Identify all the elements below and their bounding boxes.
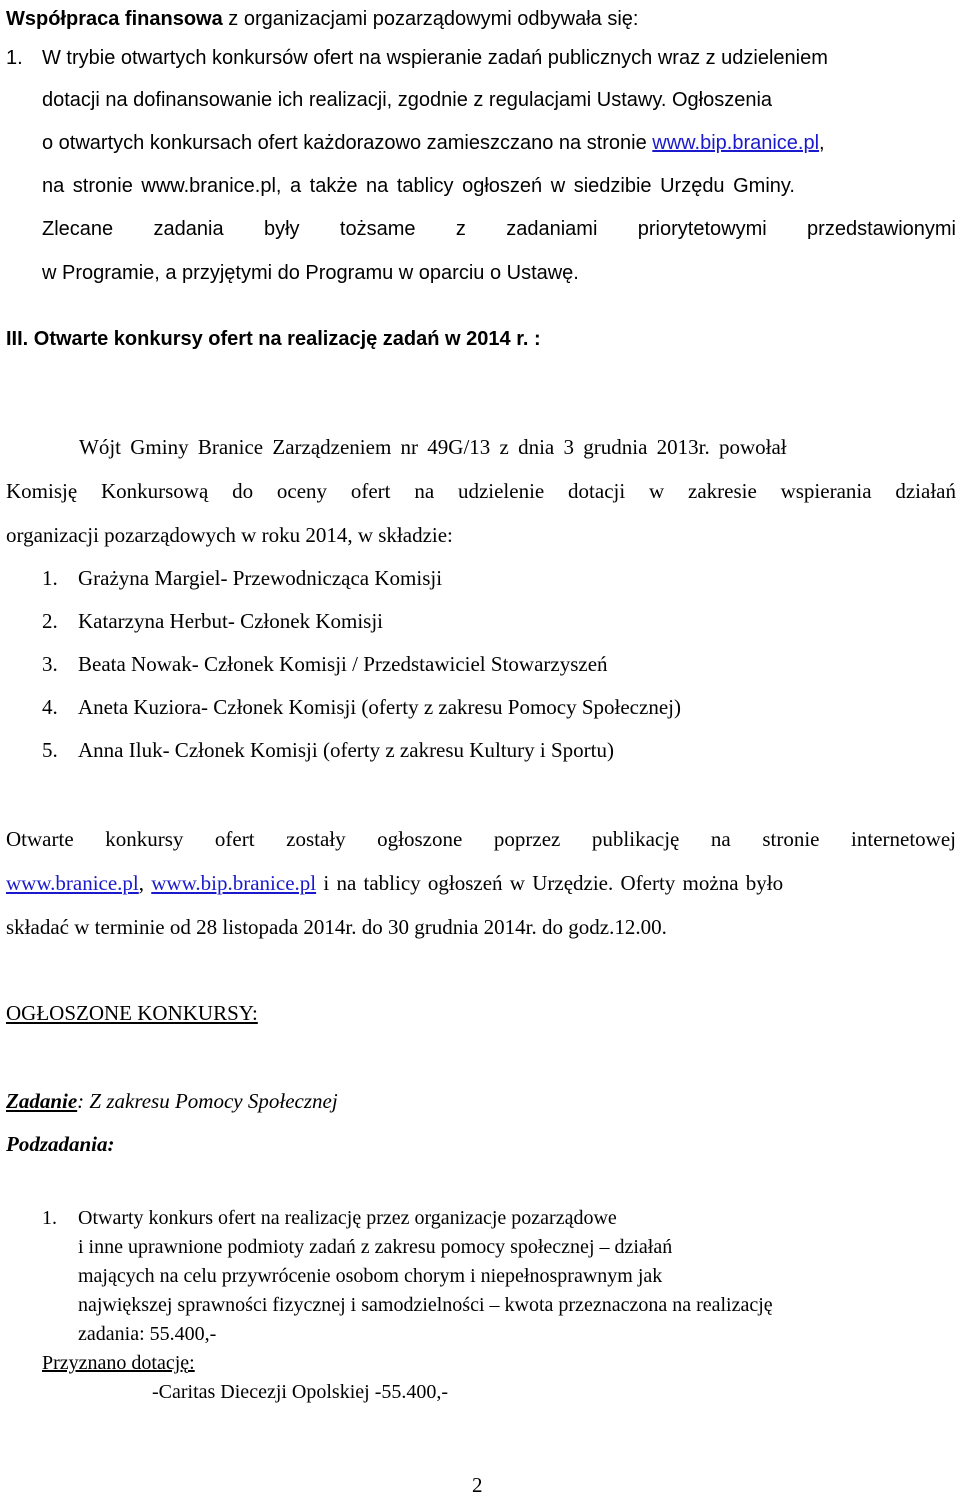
member-item [42,608,383,634]
member-number: 2. [42,609,58,633]
member-text: Aneta Kuziora- Członek Komisji (oferty z zakresu Pomocy Społecznej) [78,695,681,719]
announce-line1: Otwarte konkursy ofert zostały ogłoszone poprzez publikację na stronie internetowej [6,827,956,851]
branice-link[interactable]: www.branice.pl [6,871,139,895]
announce-line3: składać w terminie od 28 listopada 2014r. do 30 grudnia 2014r. do godz.12.00. [6,915,667,939]
item1-number: 1. [6,47,23,69]
member-text: Anna Iluk- Członek Komisji (oferty z zakresu Kultury i Sportu) [78,738,614,762]
section3-heading: III. Otwarte konkursy ofert na realizację zadań w 2014 r. : [6,328,541,350]
item1-line4: na stronie www.branice.pl, a także na tablicy ogłoszeń w siedzibie Urzędu Gminy. [42,175,795,197]
intro-bold: Współpraca finansowa [6,8,223,30]
bip-link[interactable]: www.bip.branice.pl [652,132,820,154]
sub1-text1: Otwarty konkurs ofert na realizację przez organizacje pozarządowe [78,1207,617,1229]
item1-line3-end: , [819,132,825,154]
sub1-line4: największej sprawności fizycznej i samodzielności – kwota przeznaczona na realizację [78,1294,773,1316]
item1-line3 [42,130,825,156]
sub1-line3: mających na celu przywrócenie osobom chorym i niepełnosprawnym jak [78,1265,663,1287]
announce-sep: , [138,871,152,895]
member-number: 1. [42,566,58,590]
przyznano-label: Przyznano dotację: [42,1352,195,1374]
member-number: 3. [42,652,58,676]
item1-line5: Zlecane zadania były tożsame z zadaniami priorytetowymi przedstawionymi [42,218,956,240]
podzadania-label: Podzadania: [6,1132,115,1156]
member-item [42,565,442,591]
zadanie-text: : Z zakresu Pomocy Społecznej [77,1089,338,1113]
sub1-line5: zadania: 55.400,- [78,1323,217,1345]
section3-para-line1: Wójt Gminy Branice Zarządzeniem nr 49G/13 z dnia 3 grudnia 2013r. powołał [79,435,787,459]
sub1-line2: i inne uprawnione podmioty zadań z zakresu pomocy społecznej – działań [78,1236,673,1258]
page-number: 2 [472,1473,483,1497]
item1-line3-text: o otwartych konkursach ofert każdorazowo zamieszczano na stronie [42,132,653,154]
zadanie-line [6,1088,338,1114]
intro-line [6,6,638,32]
section3-para-line3: organizacji pozarządowych w roku 2014, w składzie: [6,523,453,547]
item1-line1 [6,45,828,71]
member-item [42,737,614,763]
member-number: 5. [42,738,58,762]
member-number: 4. [42,695,58,719]
sub1-line1 [42,1204,617,1233]
member-item [42,651,608,677]
bip-branice-link[interactable]: www.bip.branice.pl [151,871,317,895]
member-text: Beata Nowak- Członek Komisji / Przedstawiciel Stowarzyszeń [78,652,608,676]
intro-rest: z organizacjami pozarządowymi odbywała się: [222,8,639,30]
zadanie-label: Zadanie [6,1089,78,1113]
recipient-line: -Caritas Diecezji Opolskiej -55.400,- [152,1381,449,1403]
sub1-number: 1. [42,1207,57,1229]
announce-line2-rest: i na tablicy ogłoszeń w Urzędzie. Oferty można było [316,871,784,895]
item1-text1: W trybie otwartych konkursów ofert na wspieranie zadań publicznych wraz z udzieleniem [42,47,828,69]
member-item [42,694,681,720]
announce-line2 [6,870,783,896]
section3-para-line2: Komisję Konkursową do oceny ofert na udzielenie dotacji w zakresie wspierania działań [6,479,956,503]
item1-line6: w Programie, a przyjętymi do Programu w oparciu o Ustawę. [42,262,579,284]
member-text: Grażyna Margiel- Przewodnicząca Komisji [78,566,443,590]
konkursy-heading: OGŁOSZONE KONKURSY: [6,1001,258,1025]
member-text: Katarzyna Herbut- Członek Komisji [78,609,383,633]
item1-line2: dotacji na dofinansowanie ich realizacji, zgodnie z regulacjami Ustawy. Ogłoszenia [42,89,773,111]
